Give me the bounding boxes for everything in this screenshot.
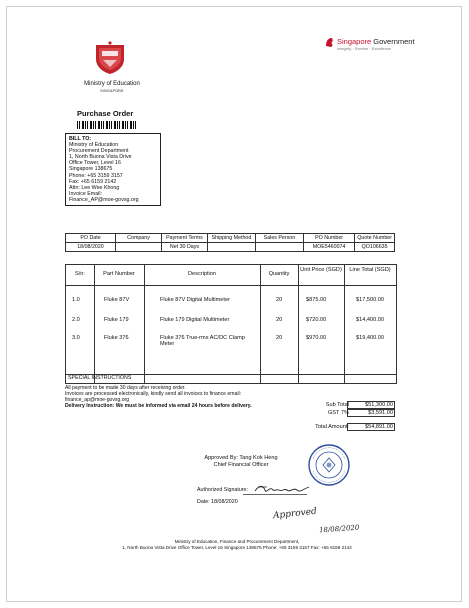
row1-sn: 1.0	[72, 297, 80, 303]
meta-po-number: MOE5460074	[303, 243, 354, 252]
row3-unit: $970.00	[306, 335, 327, 341]
note-line2: Invoices are processed electronically, kindly send all invoices to finance email:	[65, 391, 242, 397]
document-title: Purchase Order	[77, 109, 134, 118]
approval-date: Date: 18/08/2020	[197, 499, 238, 505]
bill-to-line: Procurement Department	[69, 148, 129, 155]
note-line3: finance_ap@moe-govsg.org	[65, 397, 130, 403]
header-sn: S/n:	[75, 271, 85, 277]
header-quantity: Quantity	[268, 271, 290, 277]
authorized-signature-label: Authorized Signature:	[197, 487, 248, 493]
handwritten-date: 18/08/2020	[318, 523, 360, 535]
meta-payment-terms: Net 30 Days	[162, 243, 208, 252]
delivery-text: We must be informed via email 24 hours before delivery.	[115, 403, 252, 409]
row1-part: Fluke 87V	[104, 297, 130, 303]
meta-header-sales-person: Sales Person	[255, 234, 303, 243]
footer	[67, 539, 407, 551]
meta-quote-number: QO106635	[355, 243, 395, 252]
column-divider	[298, 265, 299, 383]
header-part-number: Part Number	[103, 271, 135, 277]
official-stamp-seal	[307, 443, 351, 487]
special-instructions: SPECIAL INSTRUCTIONS	[66, 374, 396, 383]
meta-header-company: Company	[116, 234, 162, 243]
gov-name-dark: Government	[373, 37, 415, 46]
row3-sn: 3.0	[72, 335, 80, 341]
handwritten-approved: Approved	[272, 506, 318, 522]
gst-value: $3,591.00	[368, 410, 393, 416]
gst-label: GST 7%	[327, 410, 349, 416]
order-meta-table	[65, 233, 395, 252]
meta-po-date: 18/08/2020	[66, 243, 116, 252]
meta-sales-person	[255, 243, 303, 252]
meta-header-quote-number: Quote Number	[355, 234, 395, 243]
lion-head-icon	[325, 37, 334, 48]
subtotal-label: Sub Total	[325, 402, 349, 408]
total-value: $54,891.00	[365, 424, 393, 430]
meta-value-row	[66, 243, 395, 252]
column-divider	[144, 265, 145, 383]
row3-qty: 20	[276, 335, 283, 341]
row1-unit: $875.00	[306, 297, 327, 303]
column-divider	[94, 265, 95, 383]
column-divider	[344, 265, 345, 383]
row3-desc: Fluke 376 True-rms AC/DC Clamp Meter	[160, 335, 245, 348]
bill-to-line: Ministry of Education	[69, 142, 119, 149]
row1-desc: Fluke 87V Digital Multimeter	[160, 297, 230, 303]
row3-part: Fluke 376	[104, 335, 129, 341]
header-unit-price: Unit Price (SGD)	[300, 267, 342, 273]
delivery-label: Delivery Instruction:	[65, 403, 115, 409]
header-line-total: Line Total (SGD)	[349, 267, 391, 273]
footer-line1: Ministry of Education, Finance and Procurement Department,	[174, 539, 300, 544]
row2-total: $14,400.00	[356, 317, 384, 323]
items-table	[65, 264, 397, 384]
meta-header-payment-terms: Payment Terms	[162, 234, 208, 243]
moe-crest-logo	[93, 41, 127, 75]
approval-block	[183, 455, 303, 468]
gov-tagline: Integrity · Service · Excellence	[337, 46, 392, 51]
row1-total: $17,500.00	[356, 297, 384, 303]
handwritten-signature	[253, 481, 313, 499]
row2-part: Fluke 179	[104, 317, 129, 323]
delivery-instruction	[65, 403, 275, 409]
row2-qty: 20	[276, 317, 283, 323]
gst-line	[289, 409, 395, 418]
meta-company	[116, 243, 162, 252]
bill-to-line: Attn: Lee Wee Khong	[69, 184, 120, 191]
bill-to-line: Singapore 138675	[69, 166, 113, 173]
total-label: Total Amount:	[315, 424, 349, 430]
payment-notes	[65, 385, 275, 409]
note-line1: All payment to be made 30 days after receiving order.	[65, 385, 186, 391]
meta-shipping	[207, 243, 255, 252]
gov-name-red: Singapore	[337, 37, 372, 46]
subtotal-value: $51,300.00	[365, 402, 393, 408]
bill-to-line: Invoice Email:	[69, 190, 102, 197]
header-description: Description	[188, 271, 216, 277]
bill-to-line: Finance_AP@moe-govsg.org	[69, 196, 139, 203]
total-line	[289, 423, 395, 432]
row2-unit: $720.00	[306, 317, 327, 323]
bill-to-line: Phone: +65 3159 3157	[69, 172, 123, 179]
meta-header-po-date: PO Date	[66, 234, 116, 243]
meta-header-shipping: Shipping Method	[207, 234, 255, 243]
bill-to-heading: BILL TO:	[69, 136, 92, 142]
document-page	[6, 6, 462, 602]
footer-line2: 1, North Buona Vista Drive Office Tower, Level 16 Singapore 138675 Phone: +65 3159 3157 Fax: +65 6159 2142	[122, 545, 352, 550]
bill-to-line: Fax: +65 6159 2142	[69, 178, 117, 185]
bill-to-line: Office Tower, Level 16	[69, 160, 121, 167]
barcode	[77, 121, 137, 129]
ministry-line2: SINGAPORE	[100, 89, 124, 93]
row2-desc: Fluke 179 Digital Multimeter	[160, 317, 230, 323]
ministry-name	[71, 81, 153, 95]
row2-sn: 2.0	[72, 317, 80, 323]
bill-to-line: 1, North Buona Vista Drive	[69, 154, 132, 161]
approved-by: Approved By: Tang Kok Heng	[204, 455, 278, 461]
meta-header-row	[66, 234, 395, 243]
meta-header-po-number: PO Number	[303, 234, 354, 243]
row1-qty: 20	[276, 297, 283, 303]
approver-role: Chief Financial Officer	[213, 461, 269, 468]
gov-name	[337, 37, 415, 46]
bill-to-box	[65, 133, 161, 206]
column-divider	[260, 265, 261, 383]
row3-total: $19,400.00	[356, 335, 384, 341]
ministry-line1: Ministry of Education	[84, 81, 140, 87]
